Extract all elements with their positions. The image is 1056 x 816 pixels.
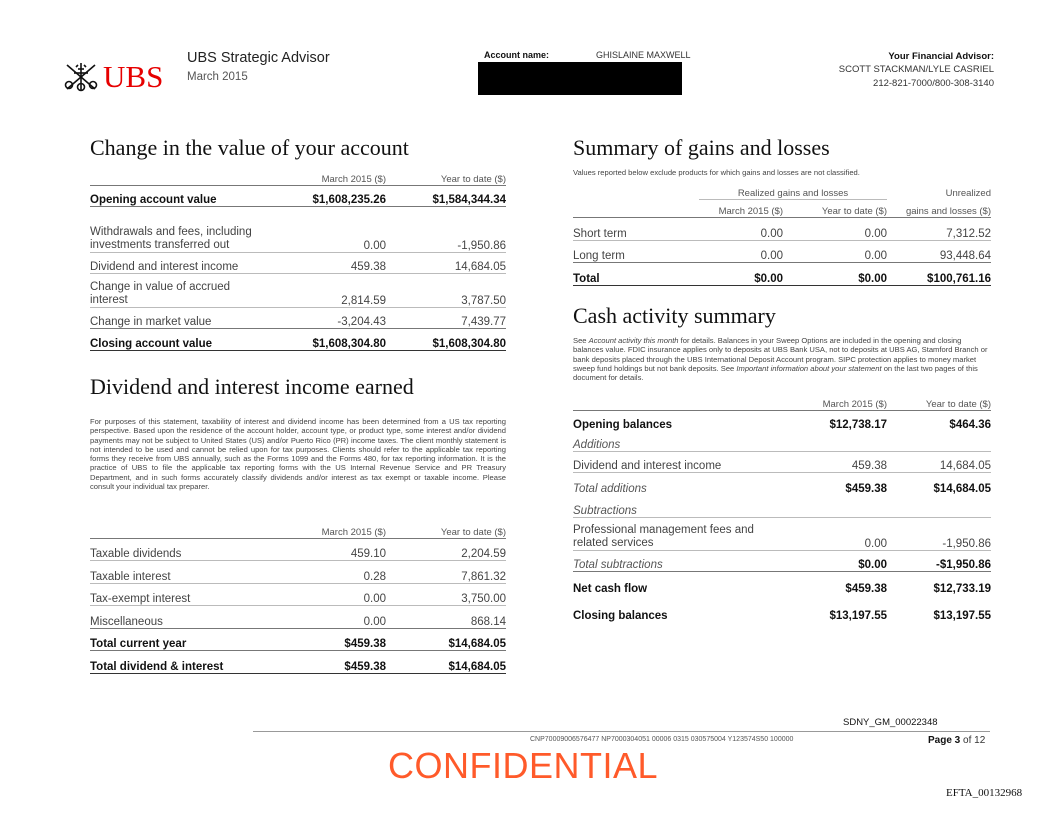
statement-date: March 2015	[187, 71, 248, 83]
table-row: Net cash flow $459.38 $12,733.19	[573, 571, 991, 595]
document-code: CNP70009006576477 NP7000304051 00006 0315 030575004 Y123574S50 100000	[530, 736, 794, 743]
important-information-link: Important information about your statement	[736, 363, 882, 373]
statement-title: UBS Strategic Advisor	[187, 50, 330, 66]
ubs-keys-icon	[62, 61, 100, 93]
table-row: Short term 0.00 0.00 7,312.52	[573, 217, 991, 240]
column-header: Year to date ($)	[440, 173, 506, 185]
realized-header: Realized gains and losses	[699, 183, 887, 199]
table-row: Tax-exempt interest 0.00 3,750.00	[90, 583, 506, 605]
redaction-box	[478, 62, 682, 95]
change-in-value-table	[90, 168, 506, 351]
footer-divider	[253, 731, 990, 732]
advisor-label: Your Financial Advisor:	[888, 51, 994, 62]
change-in-value-heading: Change in the value of your account	[90, 135, 409, 160]
gains-losses-table	[573, 183, 991, 286]
table-row: Total $0.00 $0.00 $100,761.16	[573, 262, 991, 285]
table-row: Change in value of accrued interest 2,814.59 3,787.50	[90, 273, 506, 307]
gains-losses-note: Values reported below exclude products for which gains and losses are not classified.	[573, 168, 860, 177]
table-row: Change in market value -3,204.43 7,439.77	[90, 307, 506, 328]
bates-number: SDNY_GM_00022348	[843, 717, 938, 728]
table-row: Long term 0.00 0.00 93,448.64	[573, 240, 991, 262]
dividend-income-heading: Dividend and interest income earned	[90, 374, 414, 399]
table-row: Taxable interest 0.28 7,861.32	[90, 560, 506, 583]
section-label: Subtractions	[573, 504, 637, 517]
table-row: Opening account value $1,608,235.26 $1,584,344.34	[90, 185, 506, 206]
column-header: Year to date ($)	[440, 526, 506, 538]
column-header: Year to date ($)	[821, 205, 887, 217]
cash-activity-table	[573, 393, 991, 622]
table-row: Dividend and interest income 459.38 14,684.05	[573, 451, 991, 472]
account-activity-link: Account activity this month	[588, 336, 679, 345]
efta-number: EFTA_00132968	[946, 787, 1023, 799]
table-row: Taxable dividends 459.10 2,204.59	[90, 538, 506, 560]
column-header: gains and losses ($)	[905, 205, 991, 217]
table-row: Opening balances $12,738.17 $464.36	[573, 410, 991, 431]
table-row: Total current year $459.38 $14,684.05	[90, 628, 506, 650]
table-row: Closing balances $13,197.55 $13,197.55	[573, 610, 991, 622]
column-header: March 2015 ($)	[822, 398, 887, 410]
ubs-logo	[62, 60, 163, 94]
advisor-name: SCOTT STACKMAN/LYLE CASRIEL	[838, 64, 994, 75]
column-header: March 2015 ($)	[321, 173, 386, 185]
confidential-stamp: CONFIDENTIAL	[388, 745, 659, 786]
account-name-label: Account name:	[484, 50, 550, 60]
table-row: Closing account value $1,608,304.80 $1,608,304.80	[90, 328, 506, 350]
gains-losses-heading: Summary of gains and losses	[573, 135, 830, 160]
column-header: March 2015 ($)	[321, 526, 386, 538]
table-row: Total subtractions $0.00 -$1,950.86	[573, 550, 991, 571]
tax-disclaimer: For purposes of this statement, taxability of interest and dividend income has been determined from a US tax reporting perspective. Based upon the residence of the account holder, account type, or product type, some interest and/or dividend payments may not be subject to United States (US) and/or Puerto Rico (PR) income taxes. The client monthly statement is not intended to be used and cannot be relied upon for tax purposes. Clients should refer to the applicable tax reporting forms they receive from UBS annually, such as the Forms 1099 and the Forms 480, for tax reporting information. It is the practice of UBS to file the applicable tax reporting forms with the US Internal Revenue Service and PR Treasury Department, and in such forms accurately classify dividends and/or interest as tax exempt or taxable income. Please consult your individual tax preparer.	[90, 417, 506, 492]
unrealized-header: Unrealized	[945, 188, 991, 199]
table-row: Miscellaneous 0.00 868.14	[90, 605, 506, 628]
cash-activity-heading: Cash activity summary	[573, 303, 776, 328]
page-number: Page 3 of 12	[928, 735, 986, 746]
table-row: Professional management fees and related services 0.00 -1,950.86	[573, 517, 991, 550]
table-row: Total dividend & interest $459.38 $14,684.05	[90, 650, 506, 673]
table-row: Total additions $459.38 $14,684.05	[573, 472, 991, 495]
column-header: March 2015 ($)	[718, 205, 783, 217]
table-row: Withdrawals and fees, including investments transferred out 0.00 -1,950.86	[90, 206, 506, 252]
table-row: Dividend and interest income 459.38 14,684.05	[90, 252, 506, 273]
logo-wordmark: UBS	[103, 59, 164, 94]
advisor-phone: 212-821-7000/800-308-3140	[873, 78, 994, 89]
cash-activity-note: See Account activity this month for details. Balances in your Sweep Options are included in the opening and closing balances value. FDIC insurance applies only to deposits at UBS Bank USA, not to deposits at UBS AG, Stamford Branch or bank deposits placed through the UBS International Deposit Account program. SIPC protection applies to money market sweep fund holdings but not bank deposits. See Important information about your statement on the last two pages of this document for details.	[573, 336, 988, 383]
dividend-income-table	[90, 519, 506, 674]
column-header: Year to date ($)	[925, 398, 991, 410]
account-name: GHISLAINE MAXWELL	[596, 50, 691, 60]
section-label: Additions	[573, 438, 621, 451]
